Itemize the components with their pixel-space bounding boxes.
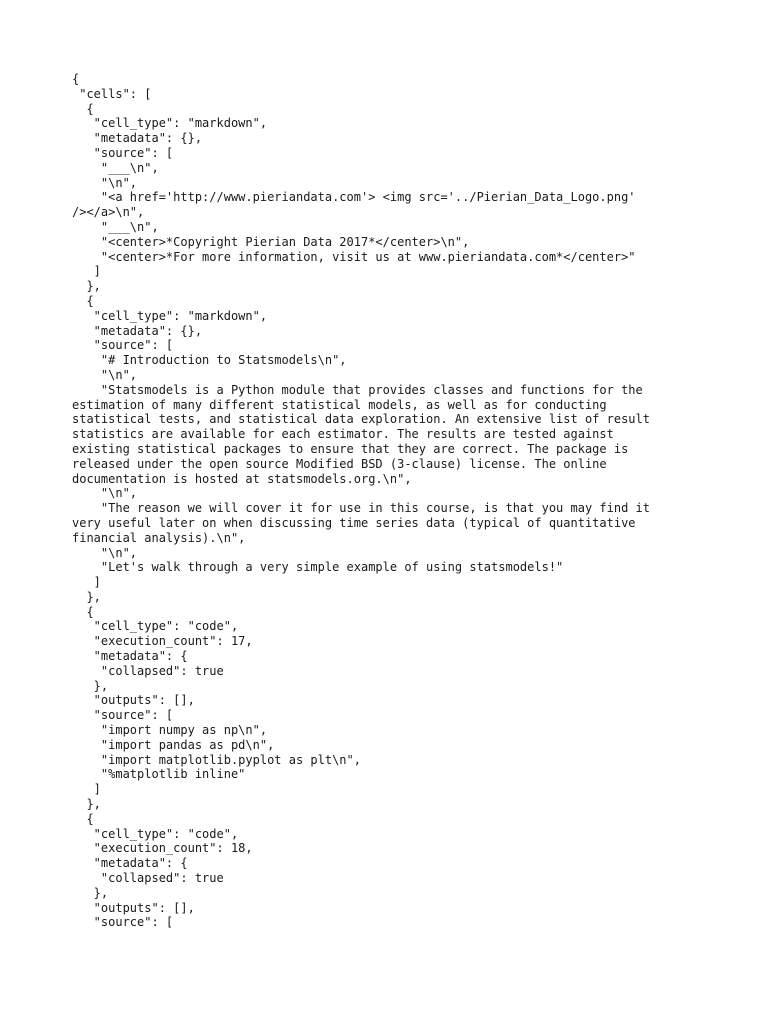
text-line: { — [72, 101, 94, 116]
text-line: "cell_type": "code", — [72, 826, 239, 841]
text-line: "source": [ — [72, 338, 174, 353]
text-line: }, — [72, 885, 109, 900]
text-line: "source": [ — [72, 915, 174, 930]
text-line: "\n", — [72, 545, 138, 560]
text-line: }, — [72, 589, 101, 604]
text-line: existing statistical packages to ensure that they are correct. The package is — [72, 441, 629, 456]
text-line: "import matplotlib.pyplot as plt\n", — [72, 752, 361, 767]
text-line: "\n", — [72, 175, 138, 190]
text-line: "metadata": { — [72, 856, 188, 871]
text-line: "import pandas as pd\n", — [72, 737, 275, 752]
text-line: ] — [72, 782, 101, 797]
text-line: financial analysis).\n", — [72, 530, 246, 545]
text-line: "import numpy as np\n", — [72, 723, 268, 738]
text-line: "execution_count": 17, — [72, 634, 253, 649]
text-line: "source": [ — [72, 145, 174, 160]
text-line: "outputs": [], — [72, 900, 195, 915]
text-line: "metadata": {}, — [72, 131, 203, 146]
text-line: "cell_type": "code", — [72, 619, 239, 634]
text-line: "collapsed": true — [72, 663, 224, 678]
text-line: statistics are available for each estimator. The results are tested against — [72, 427, 614, 442]
text-line: ] — [72, 575, 101, 590]
text-line: documentation is hosted at statsmodels.org.\n", — [72, 471, 412, 486]
text-line: { — [72, 72, 80, 86]
text-line: "___\n", — [72, 160, 159, 175]
text-line: "\n", — [72, 486, 138, 501]
text-line: "metadata": {}, — [72, 323, 203, 338]
text-line: "source": [ — [72, 708, 174, 723]
text-line: very useful later on when discussing time series data (typical of quantitative — [72, 515, 636, 530]
text-line: "<a href='http://www.pieriandata.com'> <img src='../Pierian_Data_Logo.png' — [72, 190, 636, 205]
text-line: }, — [72, 279, 101, 294]
text-line: released under the open source Modified BSD (3-clause) license. The online — [72, 456, 607, 471]
text-line: estimation of many different statistical models, as well as for conducting — [72, 397, 607, 412]
text-line: "# Introduction to Statsmodels\n", — [72, 353, 347, 368]
text-line: "<center>*For more information, visit us at www.pieriandata.com*</center>" — [72, 249, 636, 264]
text-line: ] — [72, 264, 101, 279]
text-line: "The reason we will cover it for use in this course, is that you may find it — [72, 501, 650, 516]
text-line: { — [72, 604, 94, 619]
text-line: "%matplotlib inline" — [72, 767, 246, 782]
text-line: "\n", — [72, 367, 138, 382]
text-line: { — [72, 811, 94, 826]
text-line: "___\n", — [72, 219, 159, 234]
text-line: "collapsed": true — [72, 871, 224, 886]
text-line: "cell_type": "markdown", — [72, 308, 268, 323]
text-line: /></a>\n", — [72, 205, 145, 220]
text-line: "outputs": [], — [72, 693, 195, 708]
text-line: "<center>*Copyright Pierian Data 2017*</center>\n", — [72, 234, 470, 249]
text-line: "Let's walk through a very simple example of using statsmodels!" — [72, 560, 564, 575]
text-line: statistical tests, and statistical data exploration. An extensive list of result — [72, 412, 650, 427]
text-line: "cell_type": "markdown", — [72, 116, 268, 131]
text-line: "execution_count": 18, — [72, 841, 253, 856]
document-page — [72, 72, 692, 930]
text-line: "metadata": { — [72, 649, 188, 664]
text-line: }, — [72, 797, 101, 812]
text-line: "Statsmodels is a Python module that provides classes and functions for the — [72, 382, 643, 397]
text-line: "cells": [ — [72, 86, 152, 101]
text-line: }, — [72, 678, 109, 693]
text-line: { — [72, 293, 94, 308]
